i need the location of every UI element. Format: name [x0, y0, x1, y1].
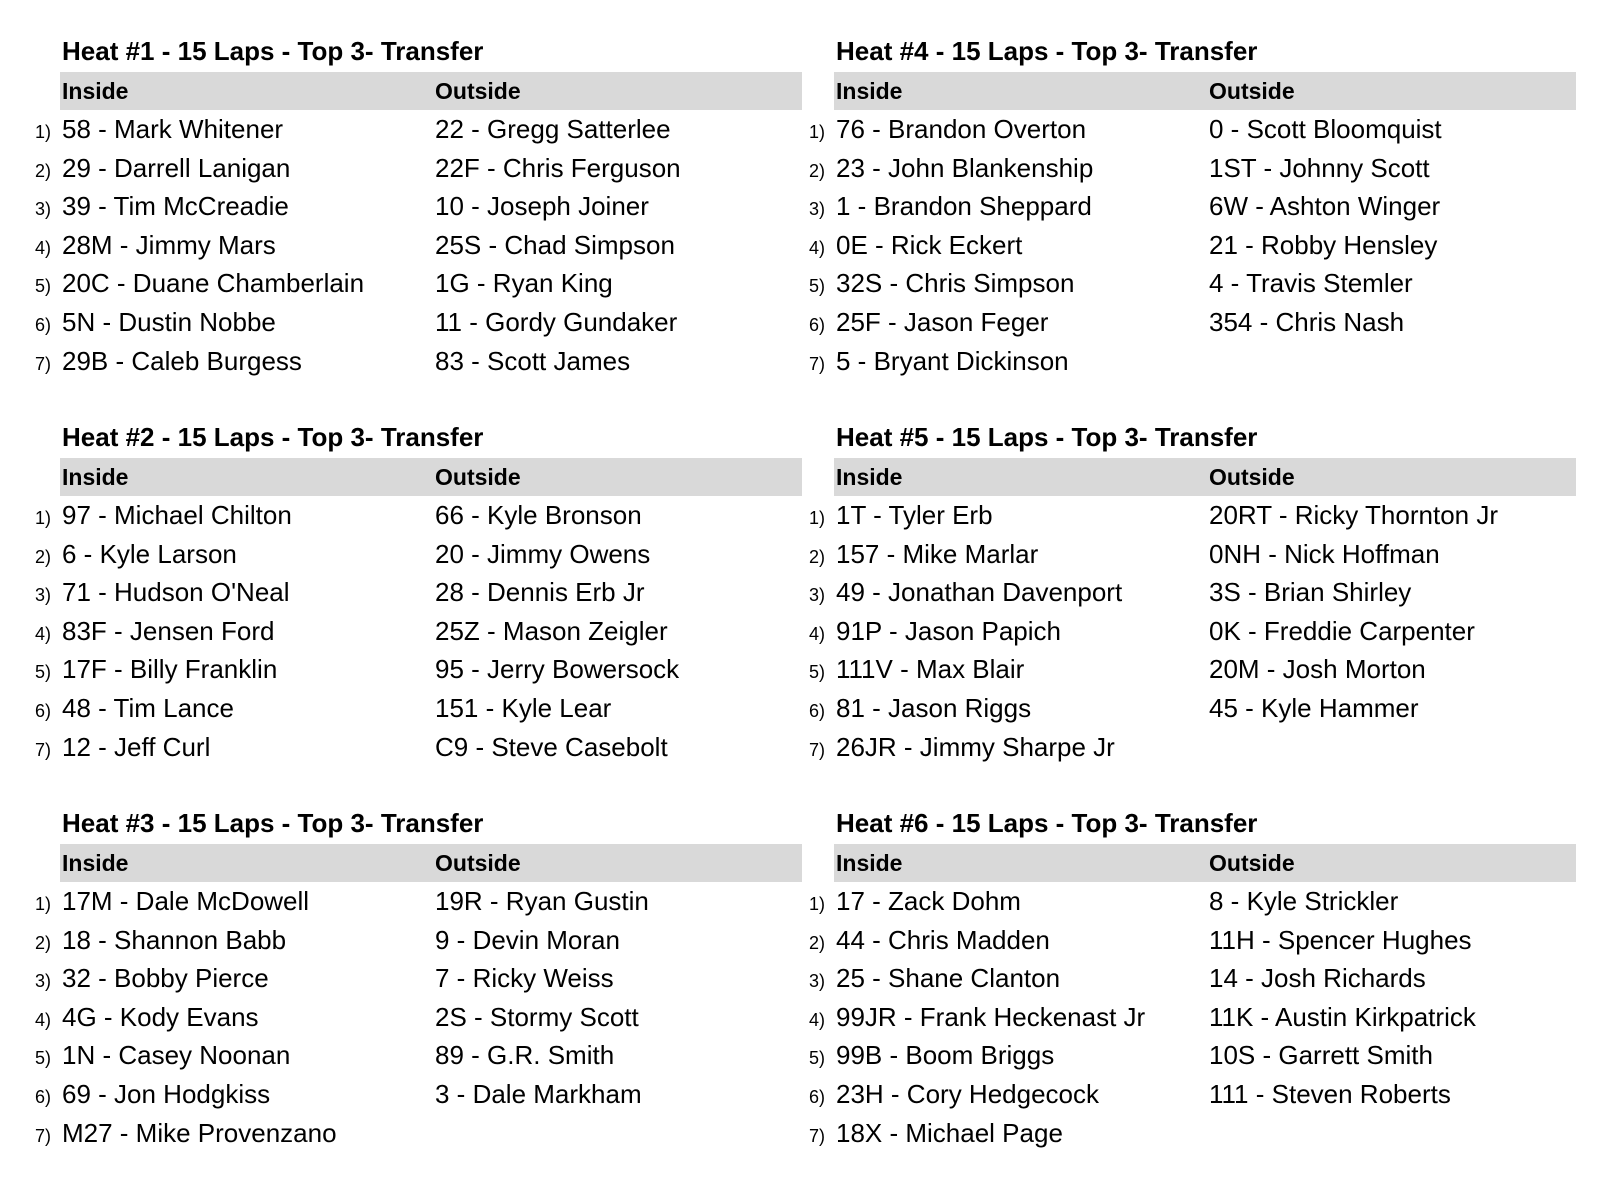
inside-driver: 23H - Cory Hedgecock — [836, 1078, 1099, 1109]
row-position: 3) — [35, 971, 52, 992]
outside-driver: 7 - Ricky Weiss — [435, 963, 614, 994]
lineup-row — [806, 650, 1576, 689]
inside-header: Inside — [836, 464, 903, 490]
row-position: 4) — [809, 1009, 826, 1030]
lineup-row — [32, 1036, 802, 1075]
inside-driver: 18 - Shannon Babb — [62, 924, 287, 955]
heat-title: Heat #1 - 15 Laps - Top 3- Transfer — [62, 36, 484, 66]
lineup-row — [32, 110, 802, 149]
inside-driver: 26JR - Jimmy Sharpe Jr — [836, 731, 1115, 762]
lineup-row — [32, 496, 802, 535]
row-position: 5) — [35, 662, 52, 683]
inside-driver: 5 - Bryant Dickinson — [836, 345, 1069, 376]
inside-driver: 17 - Zack Dohm — [836, 886, 1021, 916]
row-position: 1) — [809, 894, 826, 914]
lineup-row — [32, 959, 802, 998]
lineup-row — [32, 728, 802, 767]
outside-driver: 14 - Josh Richards — [1209, 963, 1426, 994]
row-position: 2) — [35, 160, 52, 181]
row-position: 2) — [809, 932, 826, 953]
row-position: 6) — [809, 700, 826, 721]
inside-driver: 23 - John Blankenship — [836, 152, 1094, 183]
lineup-row — [32, 689, 802, 728]
lineup-row — [806, 882, 1576, 921]
outside-driver: 45 - Kyle Hammer — [1209, 692, 1419, 723]
lineup-row — [806, 689, 1576, 728]
inside-driver: 12 - Jeff Curl — [62, 731, 211, 762]
lineup-row — [32, 342, 802, 381]
row-position: 6) — [35, 1086, 52, 1107]
heat-title: Heat #4 - 15 Laps - Top 3- Transfer — [836, 36, 1258, 66]
row-position: 6) — [809, 314, 826, 335]
inside-driver: 91P - Jason Papich — [836, 615, 1061, 646]
inside-driver: 32 - Bobby Pierce — [62, 963, 269, 994]
lineup-row — [806, 1114, 1576, 1153]
row-position: 3) — [35, 199, 52, 220]
outside-driver: 111 - Steven Roberts — [1209, 1078, 1451, 1109]
outside-header: Outside — [1209, 78, 1295, 104]
lineup-row — [32, 573, 802, 612]
lineup-row — [806, 921, 1576, 960]
heat-title: Heat #2 - 15 Laps - Top 3- Transfer — [62, 422, 484, 452]
inside-driver: 18X - Michael Page — [836, 1117, 1063, 1148]
inside-driver: M27 - Mike Provenzano — [62, 1117, 337, 1148]
outside-driver: 9 - Devin Moran — [435, 924, 620, 955]
inside-header: Inside — [62, 78, 129, 104]
row-position: 1) — [809, 508, 826, 528]
lineup-row — [806, 573, 1576, 612]
inside-driver: 76 - Brandon Overton — [836, 114, 1087, 144]
outside-driver: 1G - Ryan King — [435, 268, 613, 299]
outside-header: Outside — [435, 850, 521, 876]
outside-driver: 0NH - Nick Hoffman — [1209, 538, 1440, 569]
row-position: 7) — [809, 1125, 826, 1146]
lineup-row — [32, 1114, 802, 1153]
inside-driver: 111V - Max Blair — [836, 654, 1025, 685]
outside-driver: 83 - Scott James — [435, 345, 631, 376]
lineup-rows — [32, 882, 802, 1152]
outside-driver: 22F - Chris Ferguson — [435, 152, 681, 183]
heat-title: Heat #6 - 15 Laps - Top 3- Transfer — [836, 808, 1258, 838]
lineup-row — [806, 226, 1576, 265]
outside-header: Outside — [1209, 850, 1295, 876]
heat-title: Heat #3 - 15 Laps - Top 3- Transfer — [62, 808, 484, 838]
inside-header: Inside — [836, 850, 903, 876]
row-position: 2) — [35, 546, 52, 567]
row-position: 7) — [35, 1125, 52, 1146]
lineup-row — [806, 303, 1576, 342]
column-header-bar — [60, 72, 802, 110]
row-position: 5) — [809, 1048, 826, 1069]
lineup-row — [806, 187, 1576, 226]
row-position: 6) — [35, 700, 52, 721]
row-position: 4) — [809, 237, 826, 258]
lineup-row — [806, 728, 1576, 767]
lineup-rows — [806, 110, 1576, 380]
inside-driver: 28M - Jimmy Mars — [62, 229, 276, 260]
row-position: 4) — [35, 237, 52, 258]
lineup-row — [806, 342, 1576, 381]
lineup-row — [806, 496, 1576, 535]
inside-driver: 69 - Jon Hodgkiss — [62, 1078, 271, 1109]
lineup-row — [32, 149, 802, 188]
row-position: 4) — [35, 623, 52, 644]
inside-header: Inside — [62, 464, 129, 490]
lineup-row — [32, 882, 802, 921]
row-position: 1) — [35, 508, 52, 528]
outside-driver: C9 - Steve Casebolt — [435, 731, 668, 762]
row-position: 4) — [35, 1009, 52, 1030]
inside-driver: 71 - Hudson O'Neal — [62, 577, 290, 608]
lineup-row — [32, 612, 802, 651]
lineup-row — [806, 1036, 1576, 1075]
outside-driver: 10 - Joseph Joiner — [435, 191, 649, 222]
inside-driver: 6 - Kyle Larson — [62, 538, 237, 569]
outside-driver: 21 - Robby Hensley — [1209, 229, 1438, 260]
outside-header: Outside — [1209, 464, 1295, 490]
lineup-row — [32, 303, 802, 342]
outside-driver: 20RT - Ricky Thornton Jr — [1209, 500, 1498, 530]
outside-driver: 8 - Kyle Strickler — [1209, 886, 1399, 916]
row-position: 7) — [809, 739, 826, 760]
outside-driver: 354 - Chris Nash — [1209, 306, 1405, 337]
lineup-row — [32, 998, 802, 1037]
outside-driver: 10S - Garrett Smith — [1209, 1040, 1433, 1071]
inside-driver: 81 - Jason Riggs — [836, 692, 1032, 723]
inside-driver: 97 - Michael Chilton — [62, 500, 292, 530]
inside-driver: 17F - Billy Franklin — [62, 654, 278, 685]
row-position: 6) — [35, 314, 52, 335]
row-position: 4) — [809, 623, 826, 644]
inside-driver: 44 - Chris Madden — [836, 924, 1050, 955]
lineup-row — [806, 149, 1576, 188]
row-position: 2) — [35, 932, 52, 953]
row-position: 5) — [809, 276, 826, 297]
lineup-row — [806, 612, 1576, 651]
outside-driver: 66 - Kyle Bronson — [435, 500, 642, 530]
row-position: 7) — [35, 739, 52, 760]
lineup-row — [32, 535, 802, 574]
inside-driver: 48 - Tim Lance — [62, 692, 234, 723]
column-header-bar — [834, 844, 1576, 882]
outside-driver: 19R - Ryan Gustin — [435, 886, 649, 916]
lineup-row — [32, 187, 802, 226]
inside-driver: 99B - Boom Briggs — [836, 1040, 1055, 1071]
inside-driver: 17M - Dale McDowell — [62, 886, 310, 916]
outside-driver: 11H - Spencer Hughes — [1209, 924, 1472, 955]
column-header-bar — [834, 458, 1576, 496]
row-position: 6) — [809, 1086, 826, 1107]
inside-driver: 29B - Caleb Burgess — [62, 345, 302, 376]
outside-driver: 4 - Travis Stemler — [1209, 268, 1413, 299]
row-position: 3) — [809, 971, 826, 992]
inside-header: Inside — [62, 850, 129, 876]
column-header-bar — [834, 72, 1576, 110]
outside-driver: 6W - Ashton Winger — [1209, 191, 1441, 222]
inside-driver: 157 - Mike Marlar — [836, 538, 1039, 569]
row-position: 7) — [809, 353, 826, 374]
inside-driver: 0E - Rick Eckert — [836, 229, 1023, 260]
inside-driver: 49 - Jonathan Davenport — [836, 577, 1123, 608]
row-position: 3) — [809, 199, 826, 220]
outside-driver: 3 - Dale Markham — [435, 1078, 642, 1109]
lineup-row — [32, 921, 802, 960]
lineup-rows — [806, 882, 1576, 1152]
lineup-rows — [32, 110, 802, 380]
row-position: 3) — [35, 585, 52, 606]
outside-driver: 22 - Gregg Satterlee — [435, 114, 671, 144]
outside-driver: 3S - Brian Shirley — [1209, 577, 1412, 608]
column-header-bar — [60, 844, 802, 882]
column-header-bar — [60, 458, 802, 496]
outside-driver: 2S - Stormy Scott — [435, 1001, 639, 1032]
lineup-row — [32, 650, 802, 689]
lineup-rows — [806, 496, 1576, 766]
inside-driver: 25 - Shane Clanton — [836, 963, 1061, 994]
heat-title: Heat #5 - 15 Laps - Top 3- Transfer — [836, 422, 1258, 452]
inside-driver: 5N - Dustin Nobbe — [62, 306, 276, 337]
outside-driver: 151 - Kyle Lear — [435, 692, 612, 723]
outside-driver: 25S - Chad Simpson — [435, 229, 675, 260]
inside-driver: 29 - Darrell Lanigan — [62, 152, 291, 183]
outside-driver: 11 - Gordy Gundaker — [435, 306, 678, 337]
lineup-row — [32, 264, 802, 303]
inside-driver: 1N - Casey Noonan — [62, 1040, 291, 1071]
outside-driver: 20 - Jimmy Owens — [435, 538, 651, 569]
outside-driver: 1ST - Johnny Scott — [1209, 152, 1430, 183]
inside-driver: 1 - Brandon Sheppard — [836, 191, 1092, 222]
row-position: 2) — [809, 160, 826, 181]
row-position: 3) — [809, 585, 826, 606]
row-position: 1) — [809, 122, 826, 142]
row-position: 1) — [35, 894, 52, 914]
outside-driver: 0 - Scott Bloomquist — [1209, 114, 1442, 144]
outside-driver: 0K - Freddie Carpenter — [1209, 615, 1475, 646]
inside-driver: 83F - Jensen Ford — [62, 615, 275, 646]
lineup-row — [806, 110, 1576, 149]
row-position: 5) — [809, 662, 826, 683]
row-position: 1) — [35, 122, 52, 142]
outside-driver: 20M - Josh Morton — [1209, 654, 1426, 685]
outside-header: Outside — [435, 78, 521, 104]
lineup-row — [806, 1075, 1576, 1114]
inside-driver: 32S - Chris Simpson — [836, 268, 1075, 299]
inside-driver: 25F - Jason Feger — [836, 306, 1049, 337]
row-position: 7) — [35, 353, 52, 374]
inside-driver: 99JR - Frank Heckenast Jr — [836, 1001, 1146, 1032]
lineup-rows — [32, 496, 802, 766]
row-position: 5) — [35, 276, 52, 297]
inside-driver: 20C - Duane Chamberlain — [62, 268, 365, 299]
row-position: 2) — [809, 546, 826, 567]
inside-header: Inside — [836, 78, 903, 104]
row-position: 5) — [35, 1048, 52, 1069]
inside-driver: 4G - Kody Evans — [62, 1001, 259, 1032]
lineup-row — [806, 535, 1576, 574]
inside-driver: 39 - Tim McCreadie — [62, 191, 289, 222]
outside-driver: 11K - Austin Kirkpatrick — [1209, 1001, 1476, 1032]
outside-driver: 95 - Jerry Bowersock — [435, 654, 680, 685]
inside-driver: 58 - Mark Whitener — [62, 114, 284, 144]
lineup-row — [806, 264, 1576, 303]
outside-driver: 25Z - Mason Zeigler — [435, 615, 668, 646]
lineup-row — [32, 1075, 802, 1114]
outside-driver: 28 - Dennis Erb Jr — [435, 577, 645, 608]
lineup-row — [806, 959, 1576, 998]
lineup-row — [806, 998, 1576, 1037]
outside-header: Outside — [435, 464, 521, 490]
outside-driver: 89 - G.R. Smith — [435, 1040, 615, 1071]
inside-driver: 1T - Tyler Erb — [836, 500, 993, 530]
lineup-row — [32, 226, 802, 265]
